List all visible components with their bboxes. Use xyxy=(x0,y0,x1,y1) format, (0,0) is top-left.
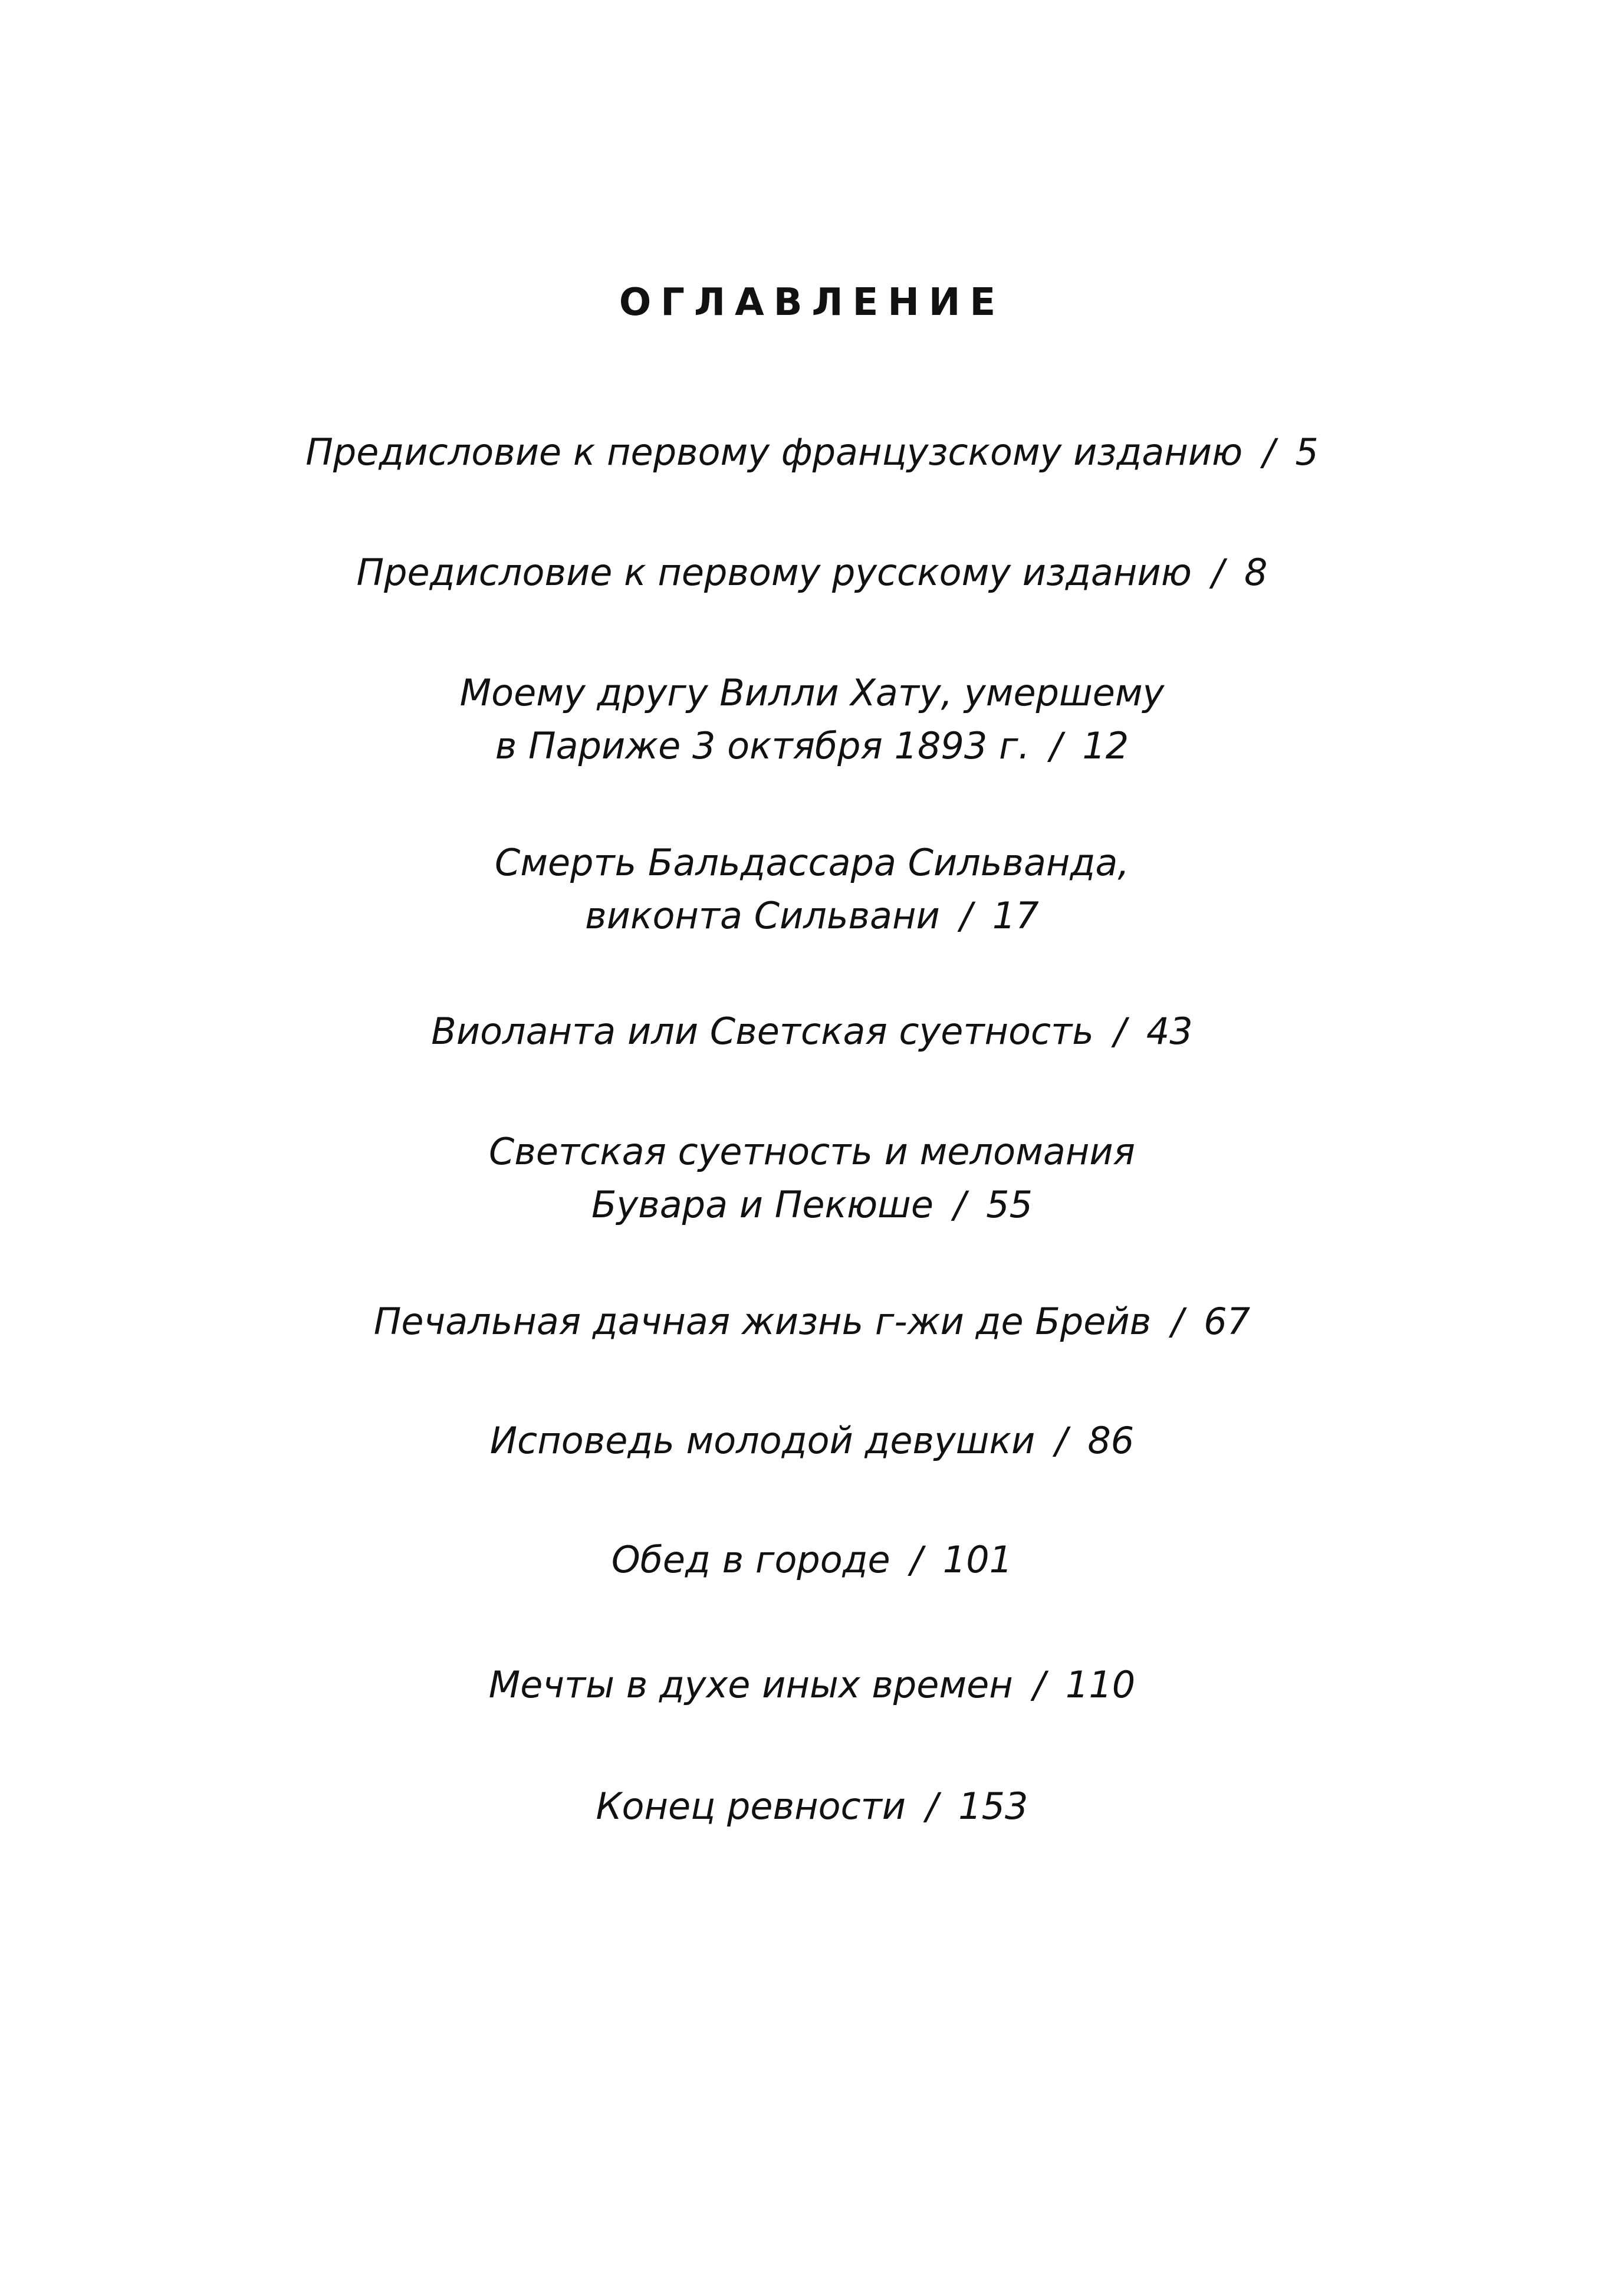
toc-entry-title: Смерть Бальдассара Сильванда, xyxy=(494,841,1130,884)
toc-page-number: 12 xyxy=(1082,724,1129,767)
toc-entry-title-continued: в Париже 3 октября 1893 г. xyxy=(495,724,1030,767)
toc-entry xyxy=(0,1533,1624,1586)
toc-entry-line xyxy=(0,1780,1624,1833)
toc-entry-title: Исповедь молодой девушки xyxy=(489,1419,1035,1462)
toc-entry-title: Печальная дачная жизнь г-жи де Брейв xyxy=(373,1300,1152,1343)
toc-entry-line xyxy=(0,1005,1624,1058)
toc-entry xyxy=(0,1125,1624,1231)
toc-entry xyxy=(0,426,1624,479)
toc-entry xyxy=(0,1658,1624,1712)
toc-entry-line xyxy=(0,1178,1624,1231)
toc-page-number: 17 xyxy=(992,894,1039,937)
toc-page-number: 153 xyxy=(958,1785,1028,1828)
toc-entry-title: Конец ревности xyxy=(596,1785,906,1828)
toc-separator: / xyxy=(910,1538,923,1581)
toc-entry-line xyxy=(0,546,1624,599)
toc-entry-line xyxy=(0,1658,1624,1712)
toc-page-number: 86 xyxy=(1087,1419,1135,1462)
toc-separator: / xyxy=(1050,724,1063,767)
toc-entry-line xyxy=(0,889,1624,942)
toc-entry-title: Светская суетность и меломания xyxy=(489,1130,1135,1173)
toc-entry-title: Мечты в духе иных времен xyxy=(488,1663,1013,1706)
toc-entry-line xyxy=(0,1533,1624,1586)
toc-page-number: 67 xyxy=(1204,1300,1251,1343)
toc-entry-title: Обед в городе xyxy=(611,1538,890,1581)
toc-page-number: 55 xyxy=(986,1183,1033,1226)
toc-entry xyxy=(0,1295,1624,1348)
toc-entry xyxy=(0,666,1624,773)
toc-entry xyxy=(0,836,1624,942)
toc-separator: / xyxy=(926,1785,939,1828)
toc-entry-line xyxy=(0,836,1624,889)
toc-separator: / xyxy=(1055,1419,1068,1462)
toc-page-number: 110 xyxy=(1065,1663,1136,1706)
toc-entry xyxy=(0,1005,1624,1058)
toc-separator: / xyxy=(1113,1010,1126,1053)
toc-entry-title: Моему другу Вилли Хату, умершему xyxy=(459,671,1165,714)
toc-separator: / xyxy=(1171,1300,1184,1343)
toc-page-number: 43 xyxy=(1146,1010,1193,1053)
toc-separator: / xyxy=(954,1183,966,1226)
toc-entry-line xyxy=(0,1295,1624,1348)
toc-entry xyxy=(0,546,1624,599)
toc-separator: / xyxy=(1212,551,1224,594)
toc-title: ОГЛАВЛЕНИЕ xyxy=(619,281,1005,324)
toc-page-number: 8 xyxy=(1244,551,1268,594)
toc-entry-line xyxy=(0,1125,1624,1178)
toc-entry-line xyxy=(0,666,1624,720)
toc-entry xyxy=(0,1414,1624,1467)
toc-entry-title: Предисловие к первому русскому изданию xyxy=(356,551,1192,594)
toc-page-number: 101 xyxy=(942,1538,1013,1581)
toc-entry-title-continued: виконта Сильвани xyxy=(585,894,940,937)
toc-entry-line xyxy=(0,720,1624,773)
toc-entry-title: Виоланта или Светская суетность xyxy=(431,1010,1094,1053)
toc-separator: / xyxy=(959,894,972,937)
toc-separator: / xyxy=(1033,1663,1046,1706)
toc-entry-line xyxy=(0,426,1624,479)
toc-separator: / xyxy=(1263,431,1275,474)
toc-entry-title: Предисловие к первому французскому изданию xyxy=(305,431,1243,474)
toc-entry-title-continued: Бувара и Пекюше xyxy=(591,1183,934,1226)
toc-entry-line xyxy=(0,1414,1624,1467)
toc-page-number: 5 xyxy=(1295,431,1319,474)
toc-entry xyxy=(0,1780,1624,1833)
